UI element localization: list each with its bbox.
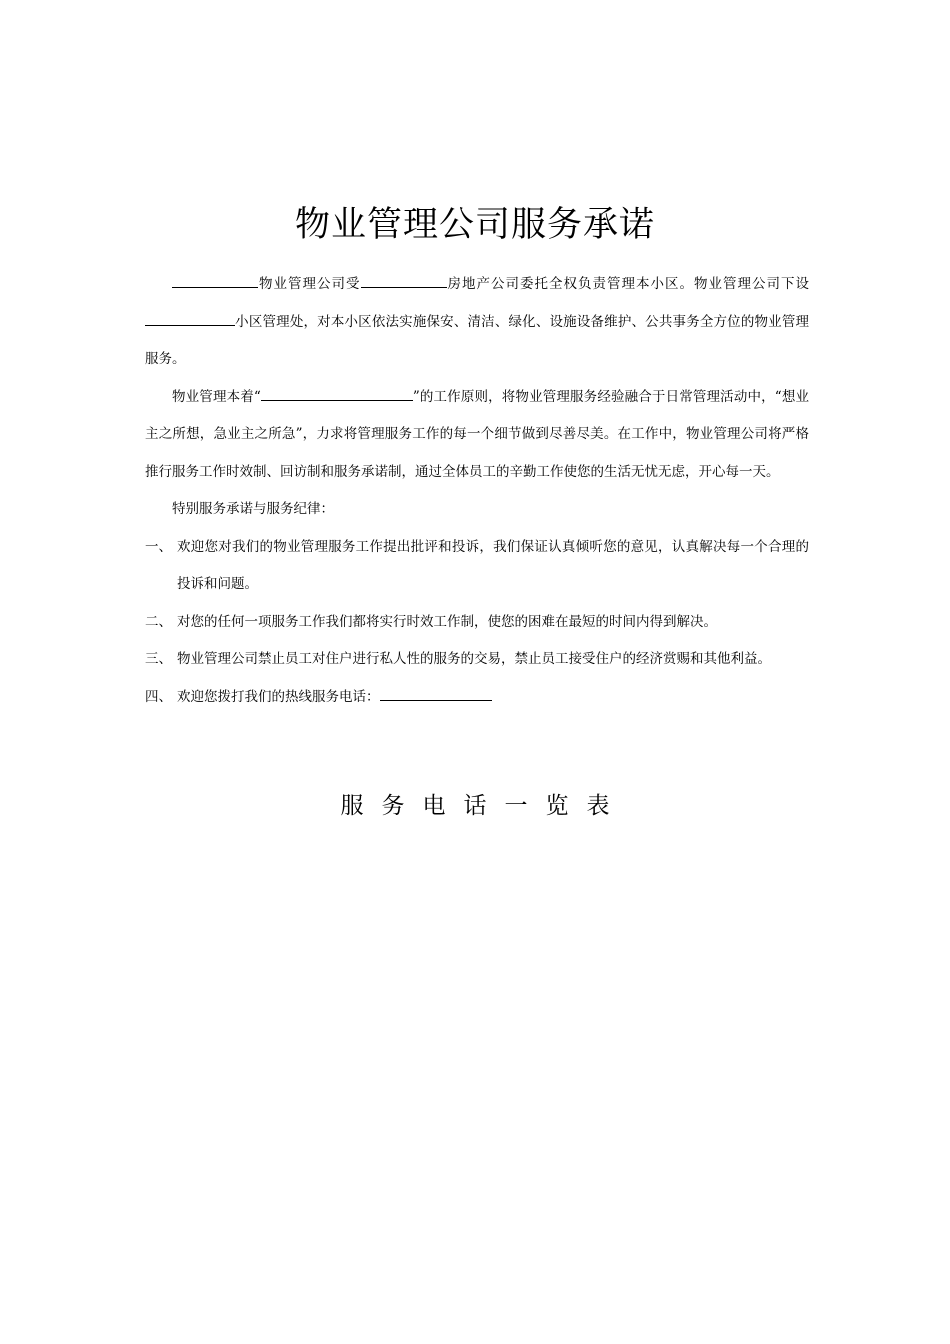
principle-text-after: ”的工作原则，将物业管理服务经验融合于日常管理活动中，“想业主之所想，急业主之所急”，力求将管理服务工作的每一个细节做到尽善尽美。在工作中，物业管理公司将严格推行服务工作时效制、回访制和服务承诺制，通过全体员工的辛勤工作使您的生活无忧无虑，开心每一天。	[145, 388, 809, 480]
commitment-item-1	[145, 529, 809, 604]
developer-name-blank[interactable]	[361, 273, 447, 288]
intro-paragraph	[145, 266, 809, 379]
principle-blank[interactable]	[261, 386, 413, 401]
principle-text-before: 物业管理本着“	[172, 388, 261, 405]
hotline-blank[interactable]	[380, 686, 492, 701]
commitment-text: 欢迎您对我们的物业管理服务工作提出批评和投诉，我们保证认真倾听您的意见，认真解决每一个合理的投诉和问题。	[177, 538, 809, 592]
service-phone-table-title: 服务电话一览表	[340, 793, 628, 819]
principle-paragraph	[145, 379, 809, 492]
commitment-item-2	[145, 604, 809, 642]
commitment-number: 四、	[145, 688, 172, 705]
document-body	[145, 266, 809, 716]
intro-text-2: 房地产公司委托全权负责管理本小区。物业管理公司下设	[446, 276, 809, 292]
commitment-number: 一、	[145, 538, 172, 555]
commitment-item-3	[145, 641, 809, 679]
intro-text-3: 小区管理处，对本小区依法实施保安、清洁、绿化、设施设备维护、公共事务全方位的物业管理服务。	[145, 313, 809, 367]
commitment-text-hotline	[177, 679, 809, 717]
hotline-label: 欢迎您拨打我们的热线服务电话：	[177, 688, 380, 705]
company-name-blank[interactable]	[172, 273, 258, 288]
intro-text-1: 物业管理公司受	[258, 276, 361, 292]
commitment-number: 二、	[145, 613, 172, 630]
document-title: 物业管理公司服务承诺	[294, 205, 655, 245]
community-name-blank[interactable]	[145, 311, 235, 326]
commitment-number: 三、	[145, 651, 172, 667]
commitment-text: 物业管理公司禁止员工对住户进行私人性的服务的交易，禁止员工接受住户的经济赏赐和其他利益。	[177, 651, 771, 667]
commitment-item-4	[145, 679, 809, 717]
commitment-text: 对您的任何一项服务工作我们都将实行时效工作制，使您的困难在最短的时间内得到解决。	[177, 613, 717, 630]
commitments-heading: 特别服务承诺与服务纪律：	[172, 501, 334, 517]
